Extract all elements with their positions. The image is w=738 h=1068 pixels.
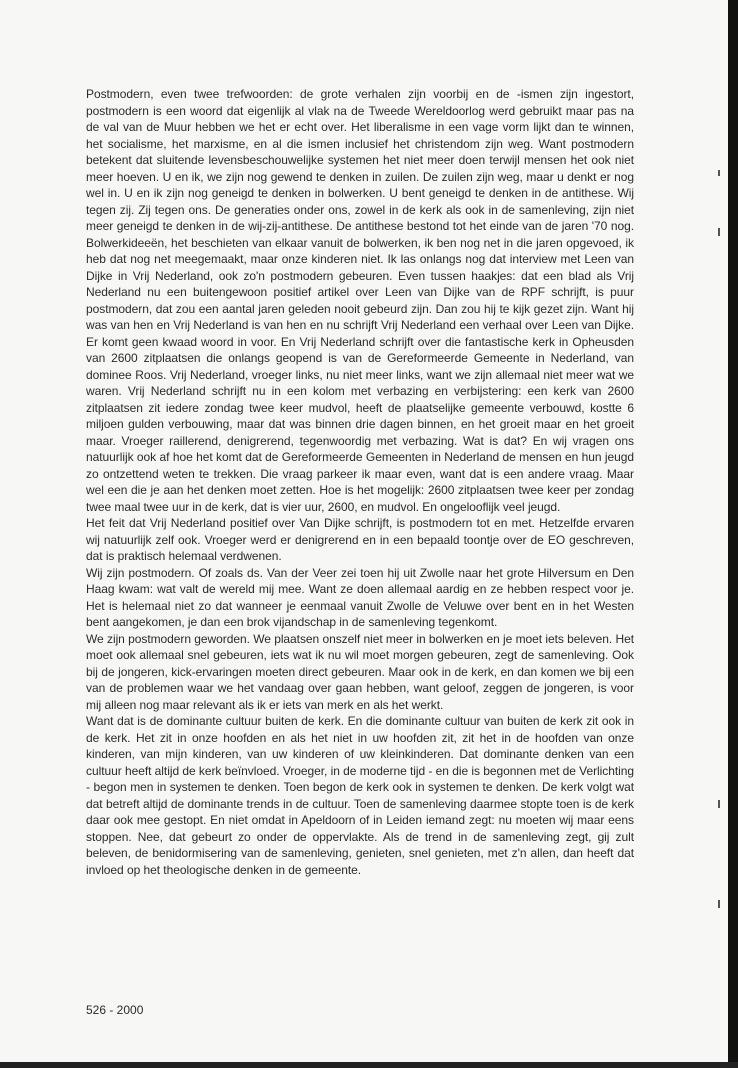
paragraph: We zijn postmodern geworden. We plaatsen onszelf niet meer in bolwerken en je moet iets beleven. Het moet ook allemaal snel gebeuren, iets wat ik nu wil moet morgen gebeuren, zegt de samenleving. Ook bij de jongeren, kick-ervaringen moeten direct gebeuren. Maar ook in de kerk, en dan komen we bij een van de problemen waar we het vandaag over gaan hebben, want geloof, zeggen de jongeren, is voor mij alleen nog maar relevant als ik er iets van merk en als het werkt. <box>86 631 634 712</box>
margin-mark <box>718 228 720 236</box>
paragraph: Wij zijn postmodern. Of zoals ds. Van der Veer zei toen hij uit Zwolle naar het grote Hilversum en Den Haag kwam: wat valt de wereld mij mee. Want ze doen allemaal aardig en ze hebben respect voor je. Het is helemaal niet zo dat wanneer je eenmaal vanuit Zwolle de Veluwe over bent en in het Westen bent aangekomen, je dan een brok vijandschap in de samenleving tegenkomt. <box>86 565 634 629</box>
page-number: 526 - 2000 <box>86 1003 144 1017</box>
margin-mark <box>718 800 720 808</box>
paragraph: Postmodern, even twee trefwoorden: de grote verhalen zijn voorbij en de -ismen zijn ingestort, postmodern is een woord dat eigenlijk al vlak na de Tweede Wereldoorlog werd gebruikt maar pas na de val van de Muur hebben we het er echt over. Het liberalisme in een vage vorm lijkt dan te winnen, het socialisme, het marxisme, en al die ismen inclusief het christendom zijn weg. Want postmodern betekent dat sluitende levensbeschouwelijke systemen het niet meer doen terwijl mensen het ook niet meer hoeven. U en ik, we zijn nog gewend te denken in zuilen. De zuilen zijn weg, maar u denkt er nog wel in. U en ik zijn nog geneigd te denken in bolwerken. U bent geneigd te denken in de antithese. Wij tegen zij. Zij tegen ons. De generaties onder ons, zowel in de kerk als ook in de samenleving, zijn niet meer geneigd te denken in de wij-zij-antithese. De antithese bestond tot het einde van de jaren '70 nog. Bolwerkideeën, het beschieten van elkaar vanuit de bolwerken, ik ben nog net in die jaren opgevoed, ik heb dat nog net meegemaakt, maar onze kinderen niet. Ik las onlangs nog dat interview met Leen van Dijke in Vrij Nederland, ook zo'n postmodern gebeuren. Even tussen haakjes: dat een blad als Vrij Nederland nu een buitengewoon positief artikel over Leen van Dijke van de RPF schrijft, is puur postmodern, dat zou een aantal jaren geleden nooit gebeurd zijn. Dan zou hij te kijk gezet zijn. Want hij was van hen en Vrij Nederland is van hen en nu schrijft Vrij Nederland een verhaal over Leen van Dijke. Er komt geen kwaad woord in voor. En Vrij Nederland schrijft over die fantastische kerk in Opheusden van 2600 zitplaatsen die onlangs geopend is van de Gereformeerde Gemeente in Nederland, van dominee Roos. Vrij Nederland, vroeger links, nu niet meer links, want we zijn allemaal niet meer wat we waren. Vrij Nederland schrijft nu in een kolom met verbazing en verbijstering: een kerk van 2600 zitplaatsen zit iedere zondag twee keer mudvol, heeft de plaatselijke gemeente verbouwd, kostte 6 miljoen gulden verbouwing, maar dat was binnen drie dagen binnen, en het groeit maar en het groeit maar. Vroeger raillerend, denigrerend, tegenwoordig met verbazing. Wat is dat? En wij vragen ons natuurlijk ook af hoe het komt dat de Gereformeerde Gemeenten in Nederland de mensen en hun jeugd zo ontzettend weten te trekken. Die vraag parkeer ik maar even, want dat is een andere vraag. Maar wel een die je aan het denken moet zetten. Hoe is het mogelijk: 2600 zitplaatsen twee keer per zondag twee maal twee uur in de kerk, dat is vier uur, 2600, en mudvol. En ongelooflijk veel jeugd. <box>86 87 634 514</box>
margin-mark <box>718 900 720 908</box>
margin-mark <box>718 170 720 176</box>
scan-border-right <box>728 0 738 1068</box>
scan-border-bottom <box>0 1062 738 1068</box>
paragraph: Want dat is de dominante cultuur buiten de kerk. En die dominante cultuur van buiten de kerk zit ook in de kerk. Het zit in onze hoofden en als het niet in uw hoofden zit, zit het in de hoofden van onze kinderen, van mijn kinderen, van uw kinderen of uw kleinkinderen. Dat dominante denken van een cultuur heeft altijd de kerk beïnvloed. Vroeger, in de moderne tijd - en die is begonnen met de Verlichting - begon men in systemen te denken. Toen begon de kerk ook in systemen te denken. De kerk volgt wat dat betreft altijd de dominante trends in de cultuur. Toen de samenleving daarmee stopte toen is de kerk daar ook mee gestopt. En niet omdat in Apeldoorn of in Leiden iemand zegt: nu moeten wij maar eens stoppen. Nee, dat gebeurt zo onder de oppervlakte. Als de trend in de samenleving zegt, gij zult beleven, de benidormisering van de samenleving, genieten, snel genieten, met z'n allen, dan heeft dat invloed op het theologische denken in de gemeente. <box>86 714 634 877</box>
article-body <box>86 86 634 878</box>
paragraph: Het feit dat Vrij Nederland positief over Van Dijke schrijft, is postmodern tot en met. Hetzelfde ervaren wij natuurlijk zelf ook. Vroeger werd er denigrerend en in een bepaald toontje over de EO geschreven, dat is praktisch helemaal verdwenen. <box>86 516 634 563</box>
